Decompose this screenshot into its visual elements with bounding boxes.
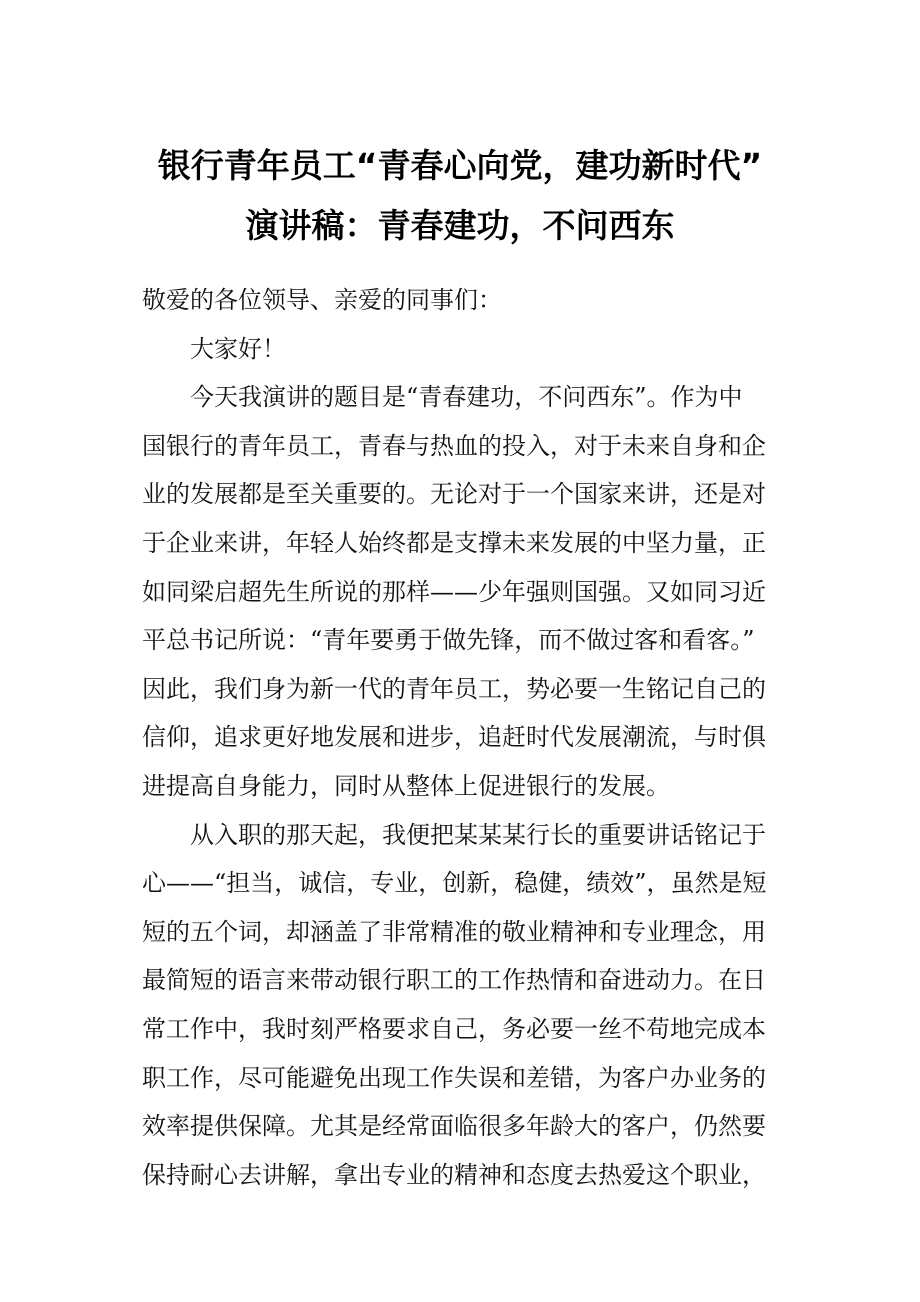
greeting-line: 敬爱的各位领导、亲爱的同事们： (142, 286, 502, 314)
body-line: 进提高自身能力，同时从整体上促进银行的发展。 (142, 771, 670, 800)
body-line: 信仰，追求更好地发展和进步，追赶时代发展潮流，与时俱 (142, 723, 766, 752)
body-line: 平总书记所说：“青年要勇于做先锋，而不做过客和看客。” (142, 626, 755, 655)
document-body (142, 276, 782, 1199)
body-line: 从入职的那天起，我便把某某某行长的重要讲话铭记于 (190, 820, 766, 849)
body-line: 如同梁启超先生所说的那样——少年强则国强。又如同习近 (142, 577, 766, 606)
body-line: 效率提供保障。尤其是经常面临很多年龄大的客户，仍然要 (142, 1112, 766, 1141)
body-line: 最简短的语言来带动银行职工的工作热情和奋进动力。在日 (142, 966, 766, 995)
body-line: 国银行的青年员工，青春与热血的投入，对于未来自身和企 (142, 431, 766, 460)
body-line: 于企业来讲，年轻人始终都是支撑未来发展的中坚力量，正 (142, 528, 766, 557)
document-title-line-1: 银行青年员工“青春心向党，建功新时代” (157, 146, 763, 185)
body-line: 职工作，尽可能避免出现工作失误和差错，为客户办业务的 (142, 1063, 766, 1092)
salutation-line: 大家好！ (190, 334, 286, 363)
document-title-line-2: 演讲稿：青春建功，不问西东 (245, 206, 675, 245)
body-line: 心——“担当，诚信，专业，创新，稳健，绩效”，虽然是短 (142, 869, 767, 898)
body-line: 常工作中，我时刻严格要求自己，务必要一丝不苟地完成本 (142, 1014, 766, 1043)
body-line: 保持耐心去讲解，拿出专业的精神和态度去热爱这个职业， (142, 1160, 766, 1189)
body-line: 业的发展都是至关重要的。无论对于一个国家来讲，还是对 (142, 480, 766, 509)
body-line: 短的五个词，却涵盖了非常精准的敬业精神和专业理念，用 (142, 917, 766, 946)
body-line: 因此，我们身为新一代的青年员工，势必要一生铭记自己的 (142, 674, 766, 703)
body-line: 今天我演讲的题目是“青春建功，不问西东”。作为中 (190, 383, 743, 412)
